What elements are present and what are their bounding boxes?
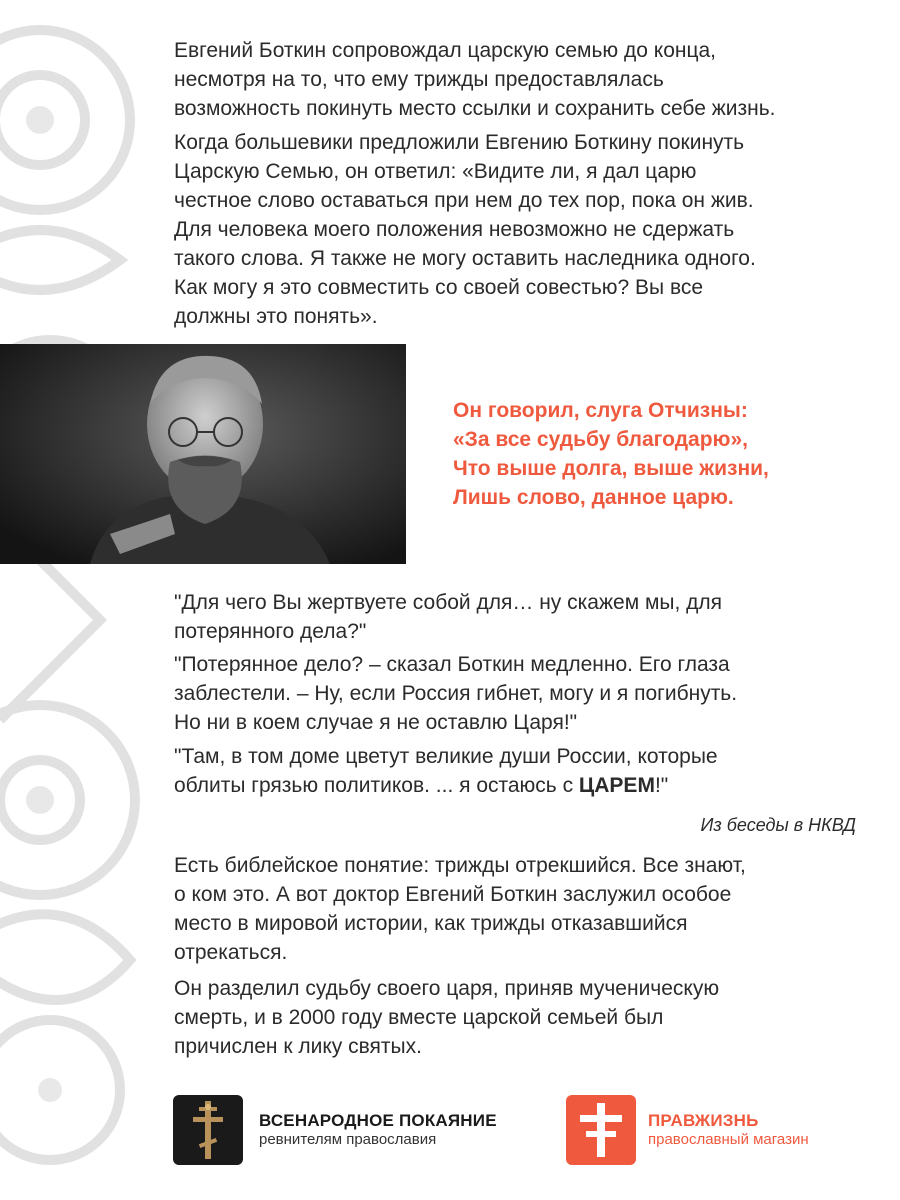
quote-question: "Для чего Вы жертвуете собой для… ну скажем мы, для потерянного дела?" bbox=[174, 591, 723, 643]
paragraph-biblical: Есть библейское понятие: трижды отрекшийся. Все знают, о ком это. А вот доктор Евгений Боткин заслужил особое место в мировой истории, как трижды отказавшийся отрекаться. bbox=[174, 854, 746, 964]
paragraph-intro: Евгений Боткин сопровождал царскую семью до конца, несмотря на то, что ему трижды предоставлялась возможность покинуть место ссылки и сохранить себе жизнь. bbox=[174, 39, 776, 120]
quote-source: Из беседы в НКВД bbox=[700, 815, 856, 835]
logo-right-title: ПРАВЖИЗНЬ bbox=[648, 1111, 759, 1130]
cross-icon bbox=[566, 1095, 636, 1165]
logo-pravzhizn[interactable] bbox=[566, 1095, 809, 1165]
quote-lost-cause: "Потерянное дело? – сказал Боткин медленно. Его глаза заблестели. – Ну, если Россия гибнет, могу и я погибнуть. Но ни в коем случае я не оставлю Царя!" bbox=[174, 653, 738, 734]
logo-vsenarodnoe[interactable] bbox=[173, 1095, 497, 1165]
quote-text: "Там, в том доме цветут великие души России, которые облиты грязью политиков. ... я остаюсь с bbox=[174, 745, 718, 797]
paragraph-canonized: Он разделил судьбу своего царя, приняв мученическую смерть, и в 2000 году вместе царской семьей был причислен к лику святых. bbox=[174, 977, 720, 1058]
logo-left-title: ВСЕНАРОДНОЕ ПОКАЯНИЕ bbox=[259, 1111, 497, 1130]
logo-right-subtitle: православный магазин bbox=[648, 1131, 809, 1148]
quote-stay-with-tsar bbox=[174, 742, 874, 800]
logo-left-subtitle: ревнителям православия bbox=[259, 1131, 437, 1148]
quote-bold-word: ЦАРЕМ bbox=[578, 774, 655, 797]
portrait-photo bbox=[0, 344, 406, 564]
ornament-pattern bbox=[0, 0, 160, 1200]
paragraph-answer: Когда большевики предложили Евгению Боткину покинуть Царскую Семью, он ответил: «Видите ли, я дал царю честное слово оставаться при нем до тех пор, пока он жив. Для человека моего положения невозможно не сдержать такого слова. Я также не могу оставить наследника одного. Как могу я это совместить со своей совестью? Вы все должны это понять». bbox=[174, 131, 756, 328]
poem-quote: Он говорил, слуга Отчизны: «За все судьбу благодарю», Что выше долга, выше жизни, Лишь слово, данное царю. bbox=[453, 399, 769, 509]
orthodox-cross-icon bbox=[173, 1095, 243, 1165]
quote-end: !" bbox=[654, 774, 669, 797]
